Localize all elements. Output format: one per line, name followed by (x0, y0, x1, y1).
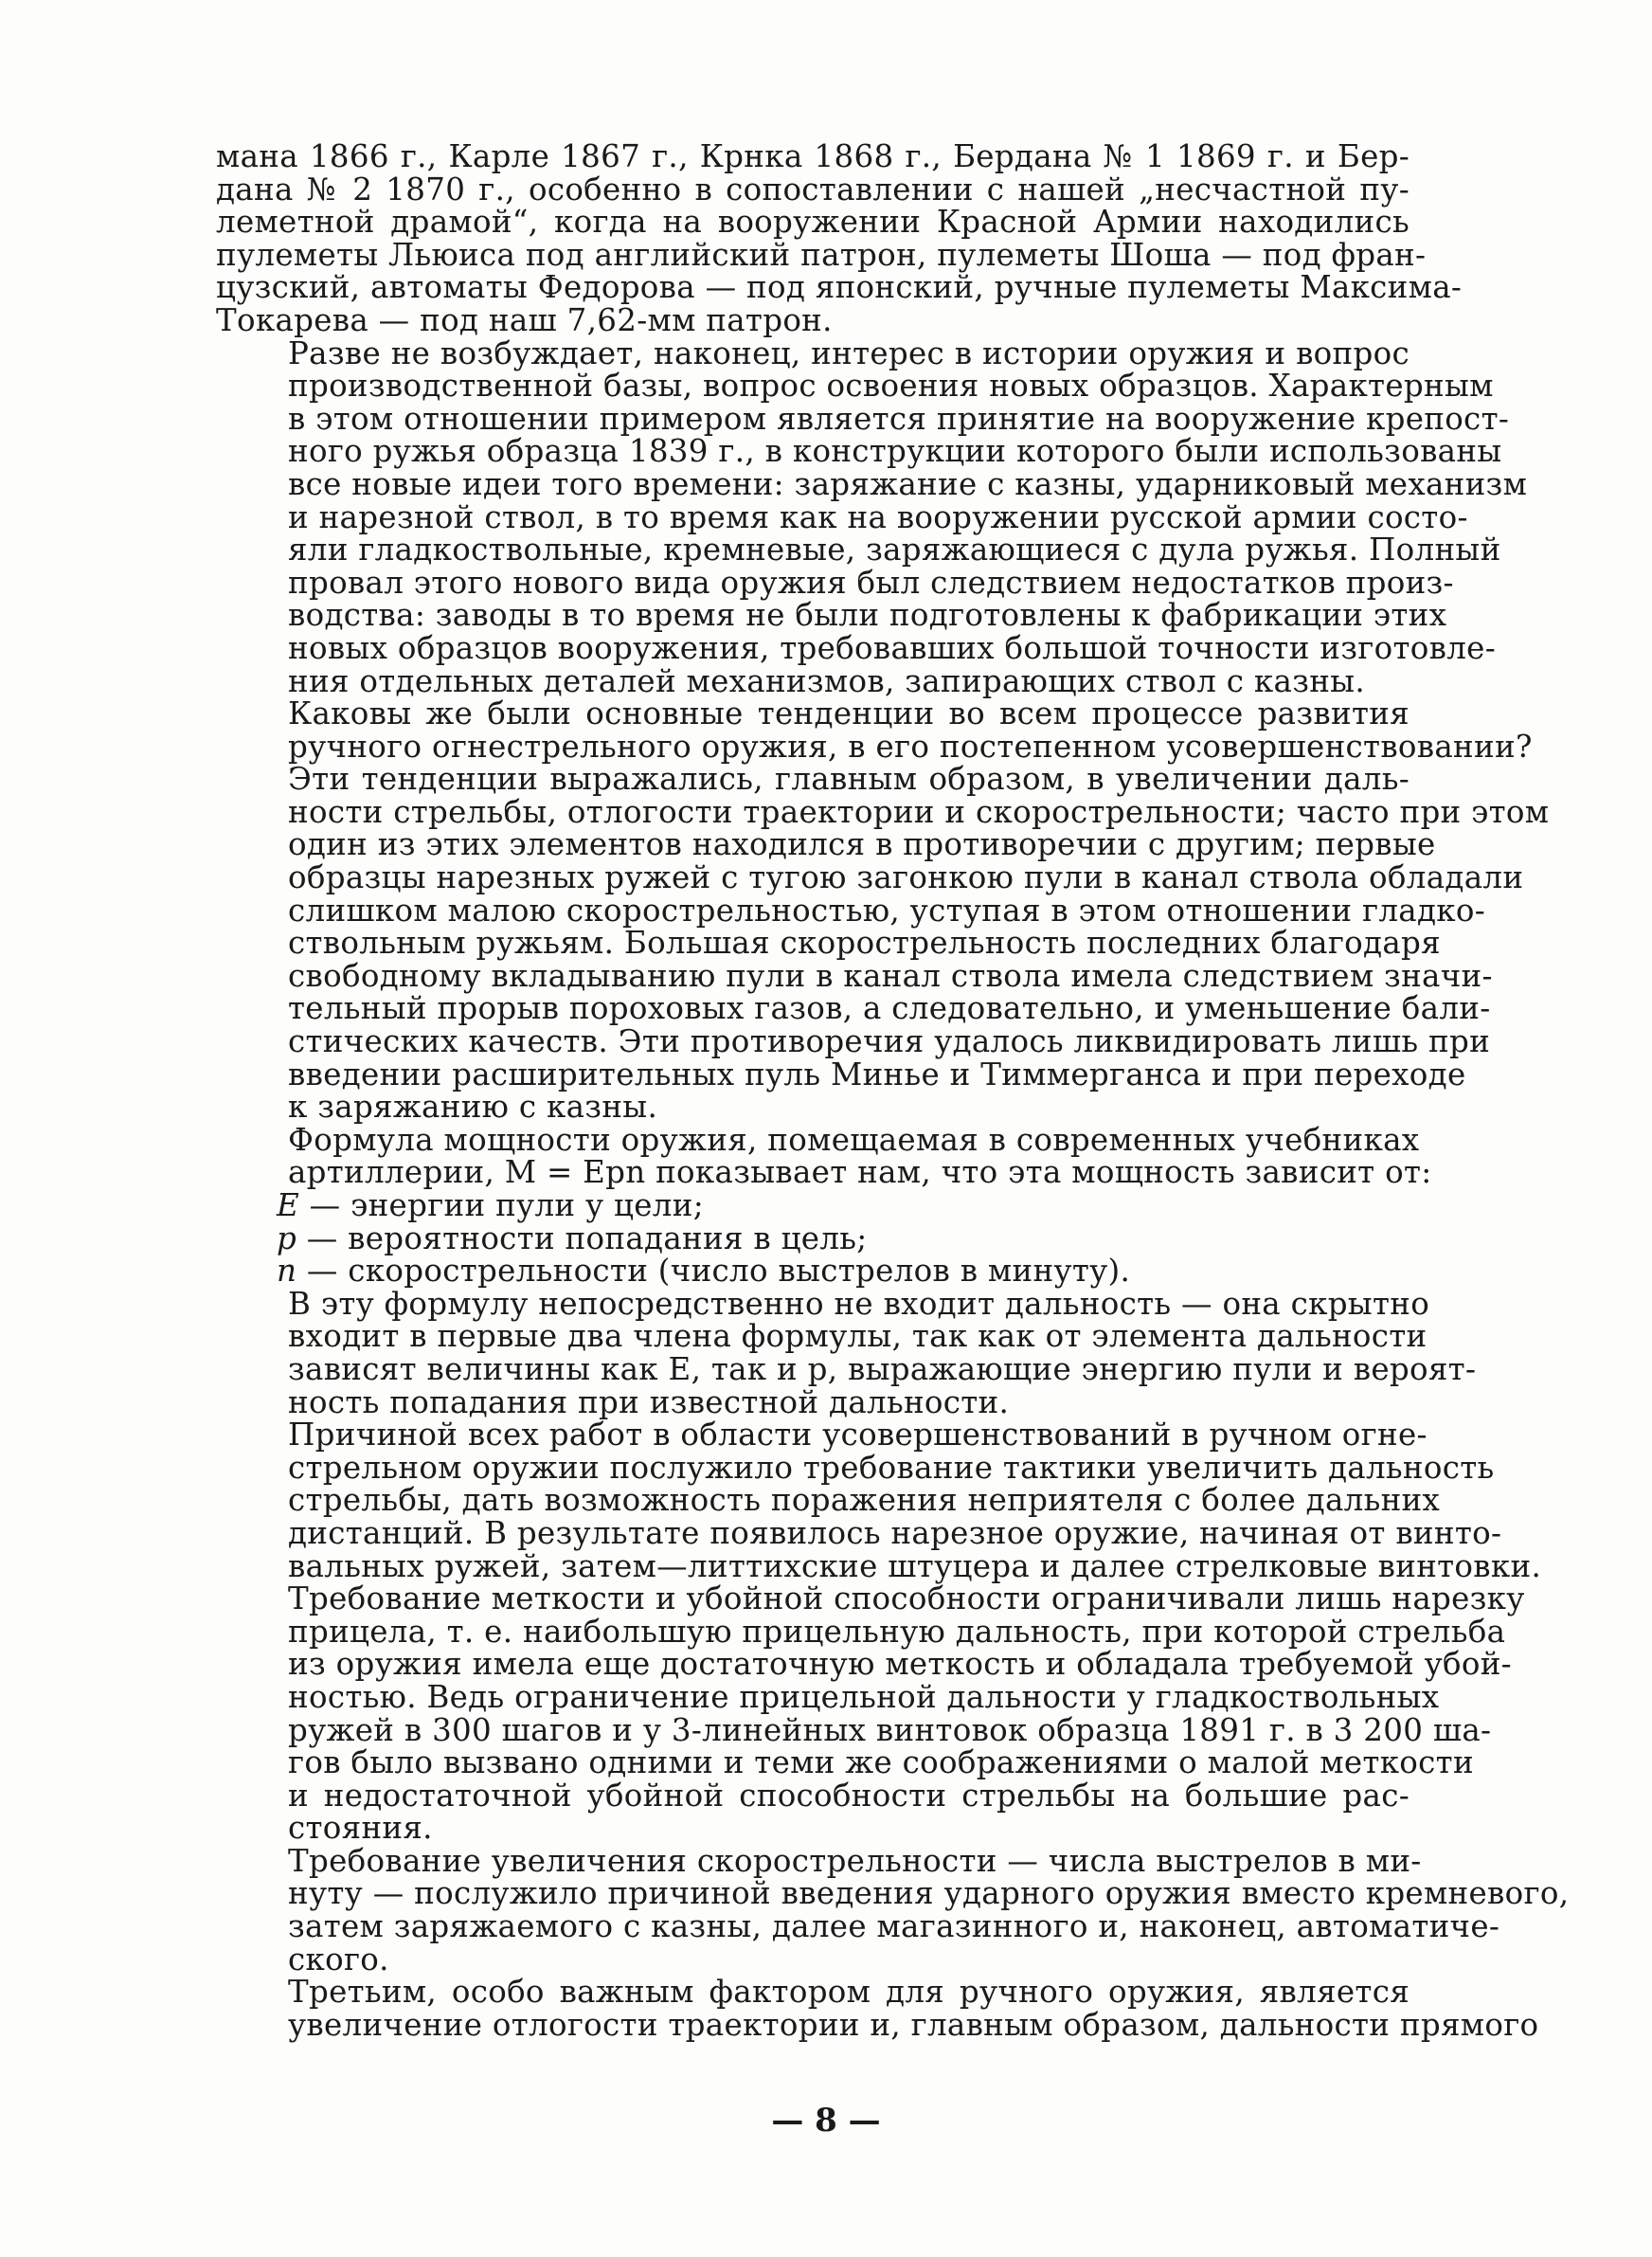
text-line: яли гладкоствольные, кремневые, заряжающиеся с дула ружья. Полный (288, 532, 1501, 569)
text-line: мана 1866 г., Карле 1867 г., Крнка 1868 г., Бердана № 1 1869 г. и Бер- (216, 138, 1410, 174)
text-line: новых образцов вооружения, требовавших большой точности изготовле- (288, 629, 1496, 666)
text-line: Причиной всех работ в области усовершенствований в ручном огне- (288, 1417, 1428, 1454)
text-line: провал этого нового вида оружия был следствием недостатков произ- (288, 564, 1454, 601)
definition-line (216, 1189, 1410, 1222)
text-line: производственной базы, вопрос освоения новых образцов. Характерным (288, 368, 1494, 405)
text-line: Токарева — под наш 7,62-мм патрон. (216, 301, 833, 338)
text-line: пулеметы Льюиса под английский патрон, пулеметы Шоша — под фран- (216, 236, 1427, 273)
text-line: дана № 2 1870 г., особенно в сопоставлении с нашей „несчастной пу- (216, 171, 1410, 208)
text-line: Требование меткости и убойной способности ограничивали лишь нарезку (288, 1580, 1525, 1617)
text-line: свободному вкладыванию пули в канал ствола имела следствием значи- (288, 957, 1493, 994)
text-line: Формула мощности оружия, помещаемая в современных учебниках (288, 1121, 1420, 1158)
text-line: введении расширительных пуль Минье и Тиммерганса и при переходе (288, 1056, 1466, 1092)
text-line: Требование увеличения скорострельности — числа выстрелов в ми- (288, 1842, 1422, 1879)
text-line: ского. (288, 1941, 389, 1977)
paragraph (216, 334, 1528, 699)
paragraph (216, 1842, 1570, 1977)
definition-text: — скорострельности (число выстрелов в минуту). (296, 1253, 1131, 1290)
text-line: в этом отношении примером является принятие на вооружение крепост- (288, 400, 1510, 437)
variable-symbol: E (277, 1187, 300, 1223)
text-line: все новые идеи того времени: заряжание с казны, ударниковый механизм (288, 465, 1528, 502)
text-line: Разве не возбуждает, наконец, интерес в истории оружия и вопрос (288, 334, 1410, 371)
paragraph (216, 1974, 1539, 2043)
text-line: гов было вызвано одними и теми же соображениями о малой меткости (288, 1744, 1474, 1781)
text-line: Эти тенденции выражались, главным образом, в увеличении даль- (288, 761, 1410, 798)
text-line: ружей в 300 шагов и у 3-линейных винтовок образца 1891 г. в 3 200 ша- (288, 1711, 1492, 1748)
text-line: входит в первые два члена формулы, так как от элемента дальности (288, 1318, 1428, 1355)
text-line: водства: заводы в то время не были подготовлены к фабрикации этих (288, 597, 1447, 634)
text-line: ния отдельных деталей механизмов, запирающих ствол с казны. (288, 662, 1365, 699)
text-line: из оружия имела еще достаточную меткость и обладала требуемой убой- (288, 1646, 1512, 1683)
text-line: увеличение отлогости траектории и, главным образом, дальности прямого (288, 2006, 1539, 2043)
text-line: ствольным ружьям. Большая скорострельность последних благодаря (288, 925, 1441, 962)
text-line: тельный прорыв пороховых газов, а следовательно, и уменьшение бали- (288, 990, 1491, 1027)
text-line: образцы нарезных ружей с тугою загонкою пули в канал ствола обладали (288, 859, 1524, 896)
paragraph (216, 1121, 1432, 1191)
text-line: затем заряжаемого с казны, далее магазинного и, наконец, автоматиче- (288, 1908, 1500, 1945)
variable-symbol: p (277, 1219, 297, 1256)
text-line: дистанций. В результате появилось нарезное оружие, начиная от винто- (288, 1514, 1502, 1551)
definition-text: — вероятности попадания в цель; (296, 1219, 868, 1256)
text-line: артиллерии, M = Epn показывает нам, что эта мощность зависит от: (288, 1154, 1432, 1191)
definition-line (216, 1255, 1410, 1288)
text-line: нуту — послужило причиной введения ударного оружия вместо кремневого, (288, 1875, 1570, 1912)
text-line: вальных ружей, затем—литтихские штуцера и далее стрелковые винтовки. (288, 1547, 1542, 1584)
text-line: и недостаточной убойной способности стрельбы на большие рас- (288, 1777, 1410, 1814)
text-line: ность попадания при известной дальности. (288, 1383, 1010, 1420)
text-line: цузский, автоматы Федорова — под японский, ручные пулеметы Максима- (216, 269, 1463, 306)
text-line: ностью. Ведь ограничение прицельной дальности у гладкоствольных (288, 1678, 1440, 1715)
page-body-text (216, 138, 1570, 2043)
text-line: стрельбы, дать возможность поражения неприятеля с более дальних (288, 1482, 1441, 1519)
paragraph (216, 1417, 1542, 1847)
text-line: прицела, т. е. наибольшую прицельную дальность, при которой стрельба (288, 1613, 1506, 1650)
text-line: ности стрельбы, отлогости траектории и скорострельности; часто при этом (288, 793, 1550, 830)
text-line: слишком малою скорострельностью, уступая в этом отношении гладко- (288, 892, 1486, 929)
text-line: стояния. (288, 1810, 433, 1847)
text-line: стрельном оружии послужило требование тактики увеличить дальность (288, 1449, 1495, 1486)
paragraph (216, 1285, 1477, 1420)
text-line: ручного огнестрельного оружия, в его постепенном усовершенствовании? (288, 728, 1533, 765)
text-line: В эту формулу непосредственно не входит дальность — она скрытно (288, 1285, 1430, 1322)
paragraph (216, 695, 1533, 765)
text-line: леметной драмой“, когда на вооружении Красной Армии находились (216, 204, 1410, 241)
text-line: Третьим, особо важным фактором для ручного оружия, является (288, 1974, 1410, 2011)
paragraph (216, 138, 1463, 338)
text-line: и нарезной ствол, в то время как на вооружении русской армии состо- (288, 498, 1468, 535)
paragraph (216, 761, 1550, 1126)
text-line: к заряжанию с казны. (288, 1089, 658, 1126)
definition-text: — энергии пули у цели; (299, 1187, 704, 1223)
definition-line (216, 1219, 1410, 1256)
formula-definitions (216, 1189, 1410, 1288)
text-line: Каковы же были основные тенденции во всем процессе развития (288, 695, 1410, 732)
text-line: стических качеств. Эти противоречия удалось ликвидировать лишь при (288, 1023, 1491, 1060)
text-line: один из этих элементов находился в противоречии с другим; первые (288, 826, 1436, 863)
page-number: — 8 — (771, 2102, 881, 2140)
text-line: зависят величины как E, так и p, выражающие энергию пули и вероят- (288, 1350, 1477, 1387)
variable-symbol: n (277, 1253, 297, 1290)
text-line: ного ружья образца 1839 г., в конструкции которого были использованы (288, 433, 1502, 470)
